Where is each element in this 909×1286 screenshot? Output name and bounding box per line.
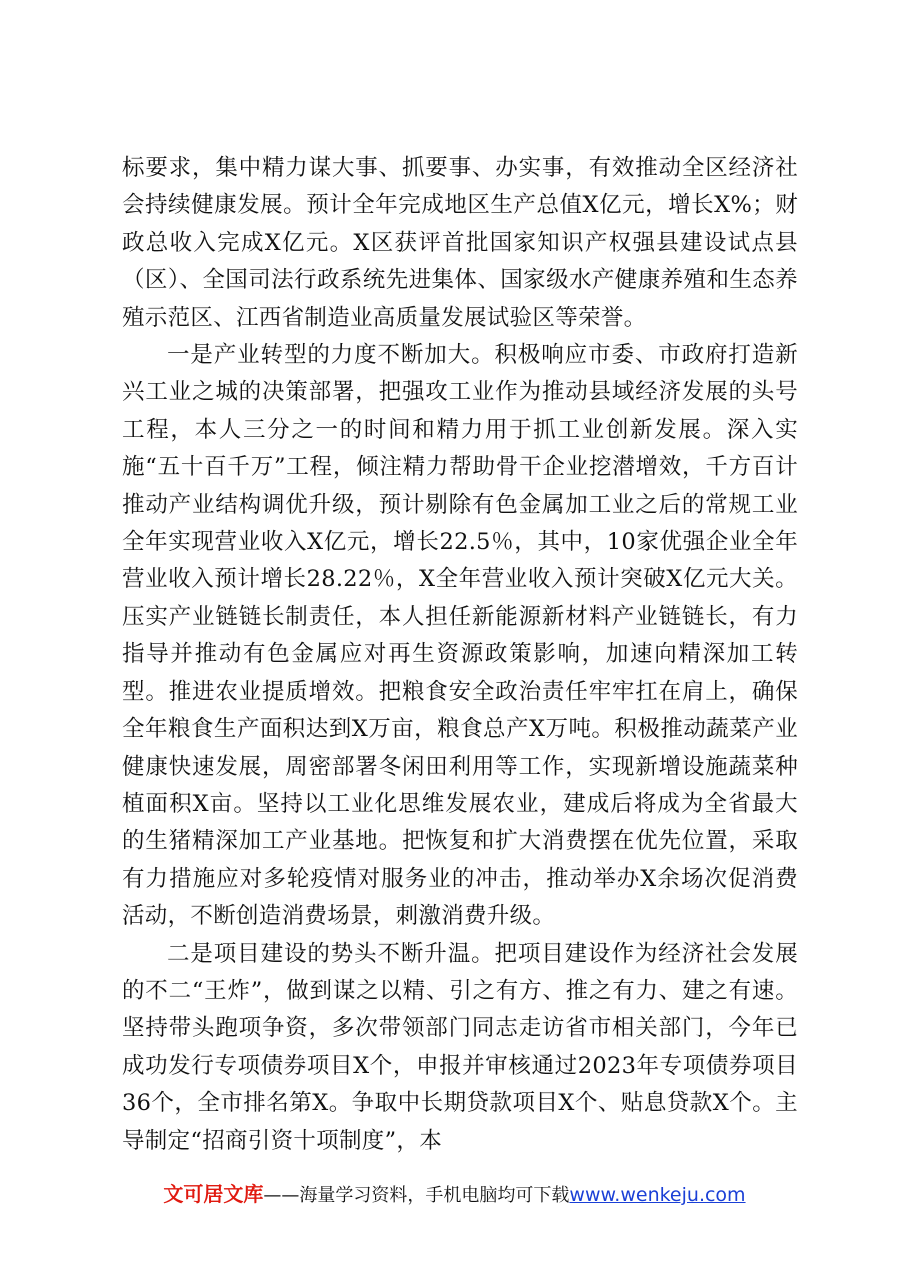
document-body bbox=[122, 150, 798, 1160]
footer-banner bbox=[0, 1180, 909, 1210]
paragraph-continuation: 标要求，集中精力谋大事、抓要事、办实事，有效推动全区经济社会持续健康发展。预计全年完成地区生产总值X亿元，增长X%；财政总收入完成X亿元。X区获评首批国家知识产权强县建设试点县（区）、全国司法行政系统先进集体、国家级水产健康养殖和生态养殖示范区、江西省制造业高质量发展试验区等荣誉。 bbox=[122, 155, 798, 331]
footer-brand: 文可居文库 bbox=[163, 1182, 264, 1206]
paragraph-project-construction: 二是项目建设的势头不断升温。把项目建设作为经济社会发展的不二“王炸”，做到谋之以精、引之有方、推之有力、建之有速。坚持带头跑项争资，多次带领部门同志走访省市相关部门，今年已成功发行专项债券项目X个，申报并审核通过2023年专项债券项目36个，全市排名第X。争取中长期贷款项目X个、贴息贷款X个。主导制定“招商引资十项制度”，本 bbox=[122, 940, 798, 1154]
paragraph-industrial-transformation: 一是产业转型的力度不断加大。积极响应市委、市政府打造新兴工业之城的决策部署，把强攻工业作为推动县域经济发展的头号工程，本人三分之一的时间和精力用于抓工业创新发展。深入实施“五十百千万”工程，倾注精力帮助骨干企业挖潜增效，千方百计推动产业结构调优升级，预计剔除有色金属加工业之后的常规工业全年实现营业收入X亿元，增长22.5％，其中，10家优强企业全年营业收入预计增长28.22％，X全年营业收入预计突破X亿元大关。压实产业链链长制责任，本人担任新能源新材料产业链链长，有力指导并推动有色金属应对再生资源政策影响，加速向精深加工转型。推进农业提质增效。把粮食安全政治责任牢牢扛在肩上，确保全年粮食生产面积达到X万亩，粮食总产X万吨。积极推动蔬菜产业健康快速发展，周密部署冬闲田利用等工作，实现新增设施蔬菜种植面积X亩。坚持以工业化思维发展农业，建成后将成为全省最大的生猪精深加工产业基地。把恢复和扩大消费摆在优先位置，采取有力措施应对多轮疫情对服务业的冲击，推动举办X余场次促消费活动，不断创造消费场景，刺激消费升级。 bbox=[122, 342, 798, 930]
footer-slogan: ——海量学习资料，手机电脑均可下载 bbox=[263, 1185, 570, 1206]
footer-site-link[interactable]: www.wenkeju.com bbox=[569, 1184, 746, 1206]
